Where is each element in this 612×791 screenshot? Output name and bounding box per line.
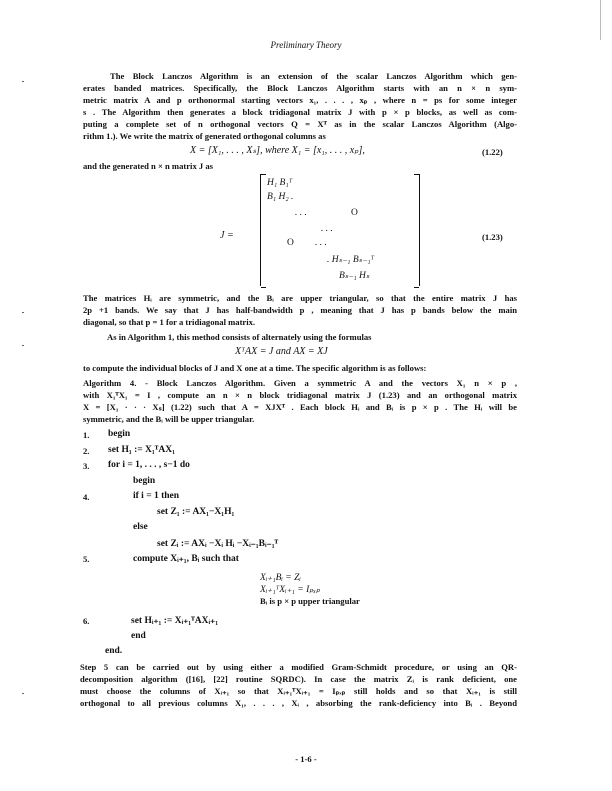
algorithm-line: Algorithm 4. - Block Lanczos Algorithm. Given a symmetric A and the vectors X₁ n × p ,: [83, 378, 517, 388]
matrix-row: Bₛ₋₁ Hₛ: [339, 271, 370, 281]
algorithm-line: symmetric, and the Bᵢ will be upper triangular.: [83, 414, 255, 424]
equation-number: (1.23): [482, 232, 503, 242]
page-number: - 1-6 -: [295, 754, 317, 764]
step-number: 6.: [83, 616, 90, 626]
matrix-dots: . . .: [295, 208, 307, 218]
step-text: set Zᵢ := AXᵢ −Xᵢ Hᵢ −Xᵢ₋₁Bᵢ₋₁ᵀ: [157, 539, 279, 549]
condition: Xᵢ₊₁ᵀXᵢ₊₁ = Iₚₓₚ: [260, 585, 321, 595]
step-text: set H₁ := X₁ᵀAX₁: [108, 445, 175, 455]
equation-1-22: X = [X₁, . . . , Xₛ], where X₁ = [x₁, . . . , xₚ],: [190, 145, 365, 156]
step-text: if i = 1 then: [133, 491, 180, 501]
step-text: end.: [105, 646, 123, 656]
algorithm-line: with X₁ᵀX₁ = I , compute an n × n block tridiagonal matrix J (1.23) and an orthogonal matrix: [83, 390, 517, 400]
text-line: 2p +1 bands. We say that J has half-bandwidth p , meaning that J has p bands below the main: [83, 305, 517, 315]
matrix-dots: . . .: [321, 224, 333, 234]
equation-number: (1.22): [482, 147, 503, 157]
intro-line: s . The Algorithm then generates a block tridiagonal matrix J with p × p blocks, as well as com-: [83, 107, 517, 117]
step-text: set Z₁ := AX₁−X₁H₁: [157, 507, 235, 517]
intro-line: rithm 1.). We write the matrix of generated orthogonal columns as: [83, 131, 326, 141]
scan-speck: [22, 312, 24, 313]
step-number: 3.: [83, 461, 90, 471]
text-line: diagonal, so that p = 1 for a tridiagonal matrix.: [83, 317, 256, 327]
step-number: 2.: [83, 446, 90, 456]
scan-speck: [22, 693, 24, 694]
step-number: 5.: [83, 554, 90, 564]
condition: Bᵢ is p × p upper triangular: [260, 596, 360, 606]
text-line: to compute the individual blocks of J and X one at a time. The specific algorithm is as follows:: [83, 363, 427, 373]
step-number: 1.: [83, 430, 90, 440]
matrix-zero: O: [351, 208, 358, 218]
intro-line: metric matrix A and p orthonormal starting vectors x₁, . . . , xₚ , where n = ps for some integer: [83, 95, 517, 105]
text-line: must choose the columns of Xᵢ₊₁ so that Xᵢ₊₁ᵀXᵢ₊₁ = Iₚₓₚ still holds and so that Xᵢ₊₁ is still: [80, 686, 517, 696]
matrix-lhs: J =: [220, 230, 234, 241]
step-text: compute Xᵢ₊₁, Bᵢ such that: [133, 554, 239, 564]
step-text: set Hᵢ₊₁ := Xᵢ₊₁ᵀAXᵢ₊₁: [131, 616, 219, 626]
condition: Xᵢ₊₁Bᵢ = Zᵢ: [260, 573, 301, 583]
text-line: The matrices Hᵢ are symmetric, and the Bᵢ are upper triangular, so that the entire matrix J has: [83, 293, 517, 303]
text-line: decomposition algorithm ([16], [22] routine SQRDC). In case the matrix Zᵢ is rank deficient, one: [80, 674, 517, 684]
intro-line: puting a complete set of n orthogonal vectors Q = Xᵀ as in the scalar Lanczos Algorithm (Algo-: [83, 119, 517, 129]
step-number: 4.: [83, 492, 90, 502]
matrix-row: H₁ B₁ᵀ: [267, 178, 293, 188]
running-header: Preliminary Theory: [270, 40, 342, 50]
matrix-row: B₁ H₂ .: [267, 192, 294, 202]
step-text: for i = 1, . . . , s−1 do: [108, 460, 190, 470]
text-line: and the generated n × n matrix J as: [83, 161, 213, 171]
scan-speck: [22, 81, 24, 82]
matrix-row: . Hₛ₋₁ Bₛ₋₁ᵀ: [327, 255, 375, 265]
step-text: begin: [133, 476, 156, 486]
step-text: else: [133, 522, 148, 532]
formula: XᵀAX = J and AX = XJ: [235, 346, 328, 357]
text-line: orthogonal to all previous columns X₁, . . . , Xᵢ , absorbing the rank-deficiency into Bᵢ . Beyond: [80, 698, 517, 708]
intro-line: The Block Lanczos Algorithm is an extension of the scalar Lanczos Algorithm which gen-: [110, 71, 517, 81]
step-text: end: [131, 631, 146, 641]
matrix-zero: O: [287, 238, 294, 248]
text-line: Step 5 can be carried out by using either a modified Gram-Schmidt procedure, or using an QR-: [80, 662, 517, 672]
step-text: begin: [108, 429, 131, 439]
matrix-J: [260, 174, 420, 286]
algorithm-line: X = [X₁ · · · Xₛ] (1.22) such that A = XJXᵀ . Each block Hᵢ and Bᵢ is p × p . The Hᵢ will be: [83, 402, 517, 412]
text-line: As in Algorithm 1, this method consists of alternately using the formulas: [107, 332, 372, 342]
matrix-dots: . . .: [315, 238, 327, 248]
scan-speck: [22, 345, 24, 346]
intro-line: erates banded matrices. Specifically, the Block Lanczos Algorithm starts with an n × n sym-: [83, 83, 517, 93]
scan-edge: [600, 0, 601, 40]
